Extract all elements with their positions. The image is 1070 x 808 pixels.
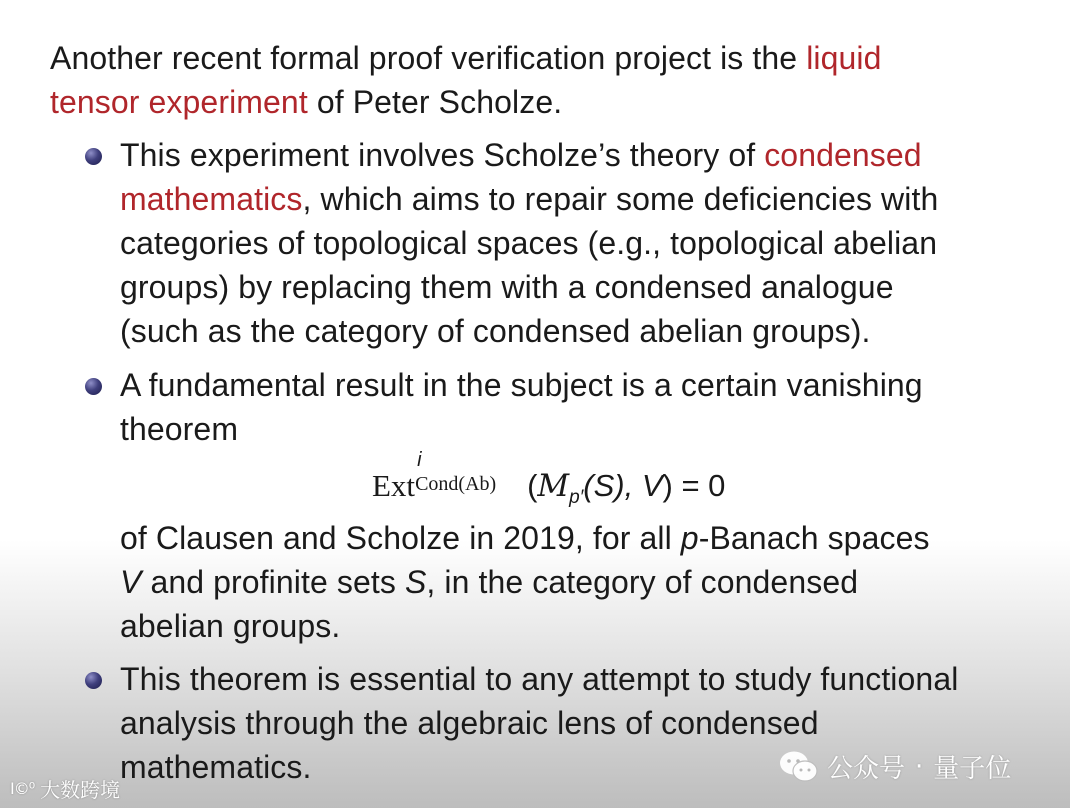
formula-s: (S),	[583, 468, 642, 503]
bullet-1-line-5: (such as the category of condensed abelian groups).	[120, 313, 871, 349]
bullet-2-line-5: abelian groups.	[120, 608, 341, 644]
wechat-watermark	[779, 748, 1011, 785]
bullet-3-line-3: mathematics.	[120, 749, 312, 785]
bullet-2-text: -Banach spaces	[698, 520, 930, 556]
formula-subscript: Cond(Ab)	[415, 473, 497, 495]
italic-v: V	[120, 564, 142, 600]
corner-watermark-text: 大数跨境	[40, 778, 121, 802]
formula-ext: Ext	[372, 468, 416, 503]
italic-s: S	[404, 564, 427, 600]
bullet-icon	[85, 148, 102, 165]
formula-m: M	[537, 468, 570, 504]
ext-formula	[372, 449, 726, 520]
formula-equals-zero: ) = 0	[662, 468, 726, 503]
bullet-1-line-2	[120, 177, 938, 221]
bullet-2-text: , in the category of condensed	[426, 564, 859, 600]
bullet-2-text: of Clausen and Scholze in 2019, for all	[120, 520, 681, 556]
corner-logo-icon: I©⁰	[10, 779, 35, 798]
tensor-experiment-link-text: tensor experiment	[50, 84, 308, 120]
liquid-link-text: liquid	[806, 40, 882, 76]
corner-watermark	[10, 774, 120, 803]
formula-v: V	[641, 468, 663, 503]
italic-p: p	[680, 520, 699, 556]
intro-line-1	[50, 36, 882, 80]
bullet-3-line-2: analysis through the algebraic lens of condensed	[120, 705, 819, 741]
intro-text: Another recent formal proof verification project is the	[50, 40, 807, 76]
bullet-2-line-3	[120, 516, 930, 560]
bullet-1-line-4: groups) by replacing them with a condensed analogue	[120, 269, 894, 305]
formula-superscript: i	[417, 449, 422, 471]
bullet-1-text: , which aims to repair some deficiencies with	[302, 181, 939, 217]
wechat-icon	[779, 750, 819, 784]
formula-open-paren: (	[527, 468, 538, 503]
intro-line-2	[50, 80, 562, 124]
bullet-1-text: This experiment involves Scholze’s theory of	[120, 137, 765, 173]
bullet-icon	[85, 378, 102, 395]
mathematics-link-text: mathematics	[120, 181, 303, 217]
formula-p-prime: p′	[569, 487, 584, 508]
wechat-account-name: 量子位	[933, 754, 1012, 784]
formula-scripts	[415, 449, 527, 496]
bullet-1-line-1	[120, 133, 922, 177]
bullet-2-line-1: A fundamental result in the subject is a certain vanishing	[120, 367, 923, 403]
wechat-account-label: 公众号	[827, 754, 906, 784]
intro-text-end: of Peter Scholze.	[307, 84, 563, 120]
bullet-2-line-2: theorem	[120, 411, 239, 447]
bullet-2-text: and profinite sets	[141, 564, 405, 600]
bullet-1-line-3: categories of topological spaces (e.g., topological abelian	[120, 225, 938, 261]
condensed-link-text: condensed	[764, 137, 922, 173]
wechat-separator: ·	[915, 751, 924, 782]
bullet-icon	[85, 672, 102, 689]
bullet-2-line-4	[120, 560, 858, 604]
bullet-3-line-1: This theorem is essential to any attempt to study functional	[120, 661, 959, 697]
